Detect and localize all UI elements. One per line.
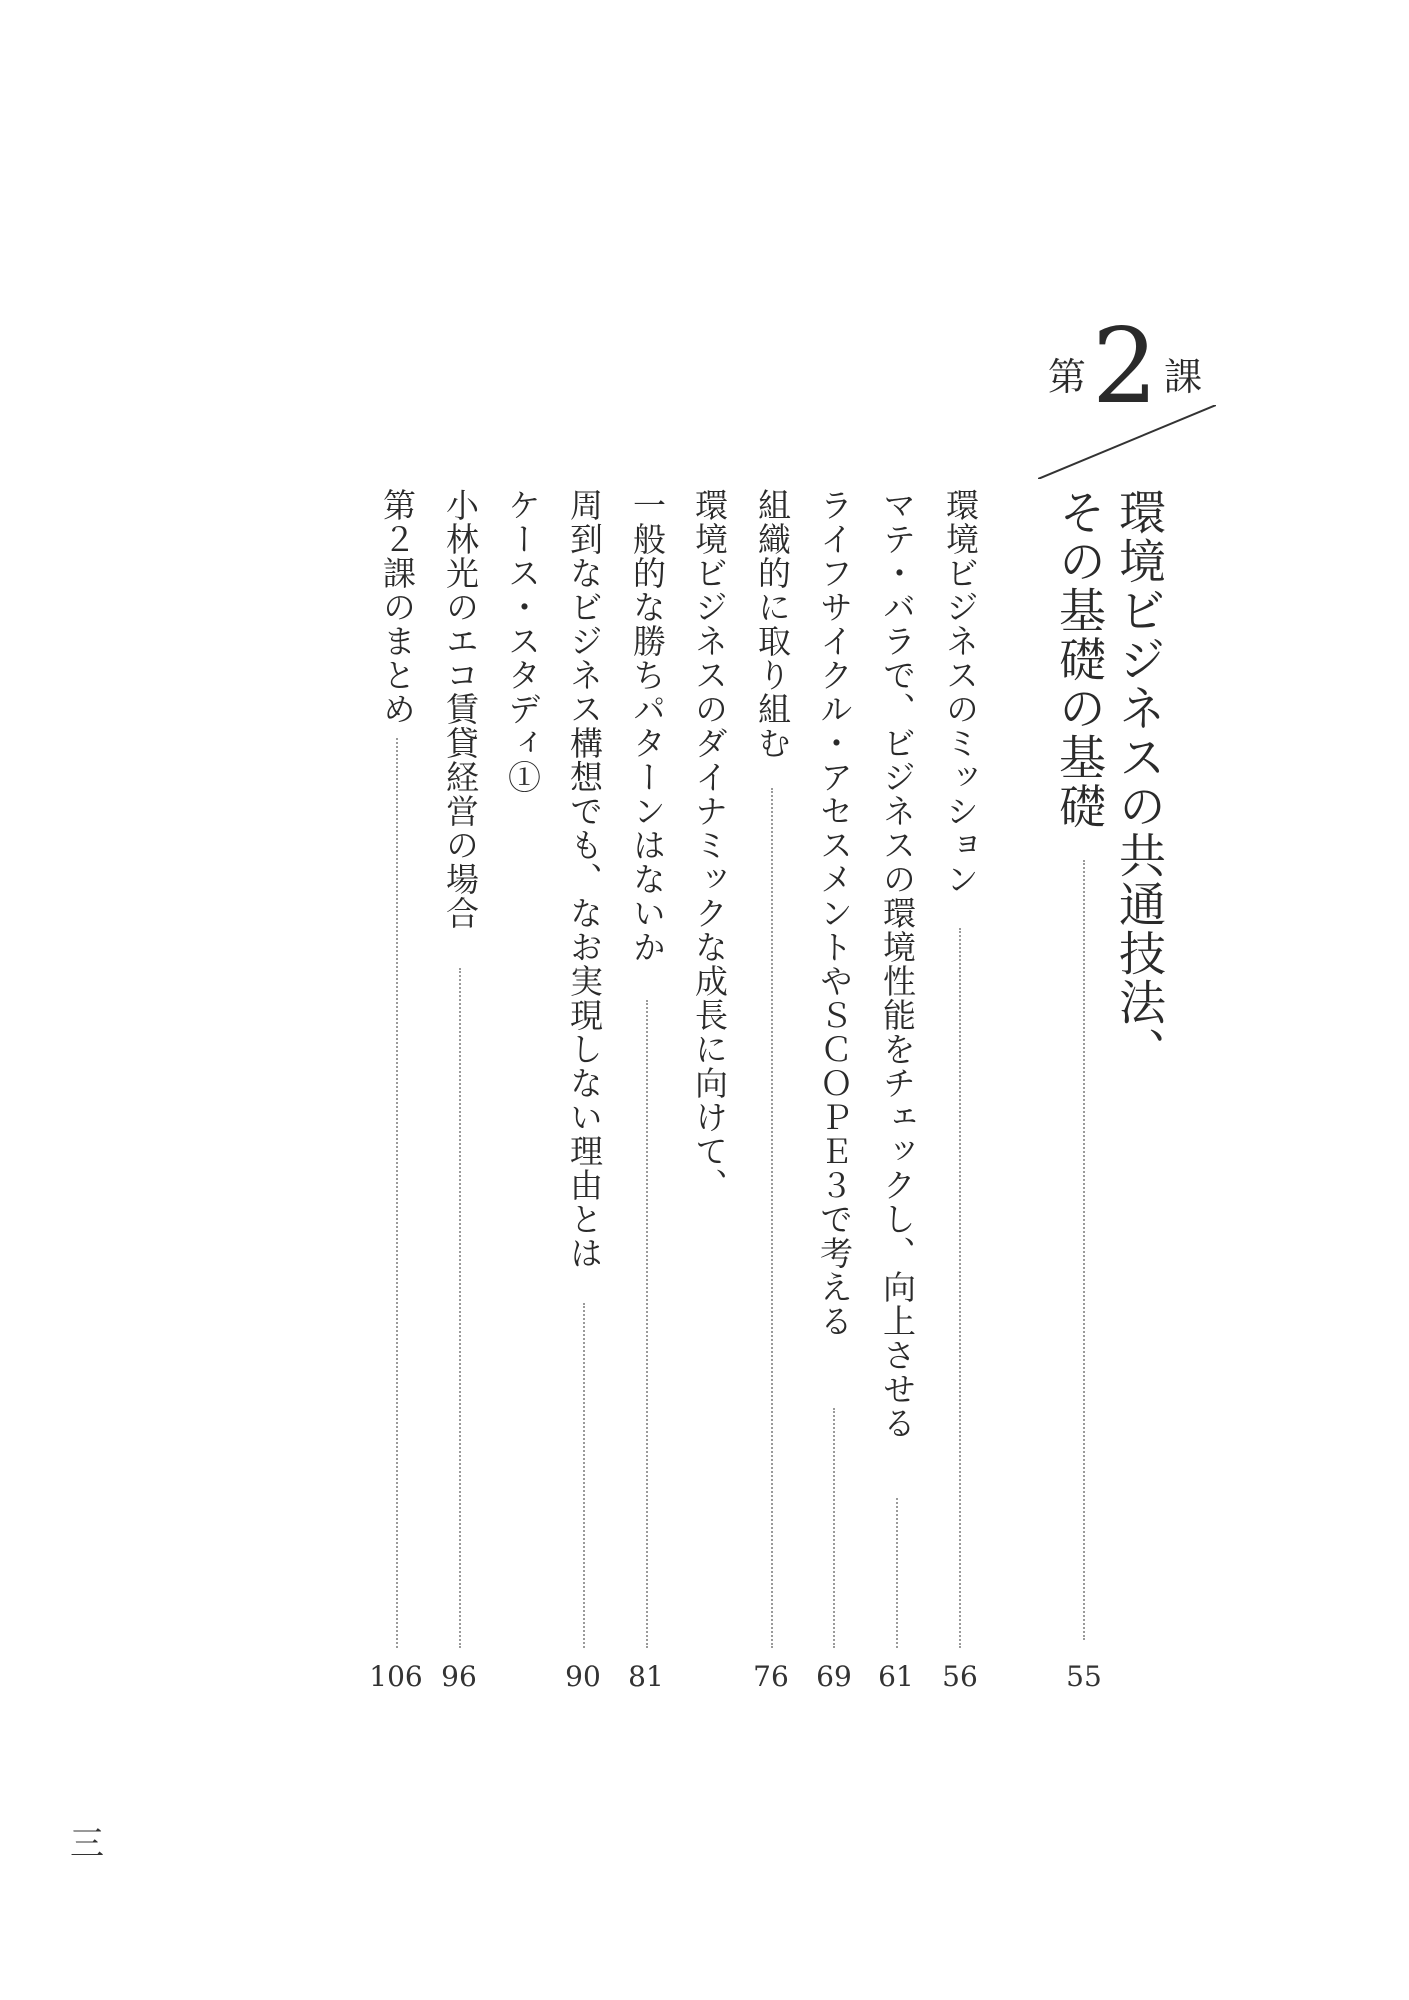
chapter-label <box>1040 305 1210 427</box>
toc-item-label-line2: 小林光のエコ賃貸経営の場合 <box>441 488 480 930</box>
chapter-divider-line <box>1038 405 1216 479</box>
toc-item-continued[interactable] <box>624 488 670 1648</box>
toc-item-page: 81 <box>628 1660 664 1693</box>
toc-item-continued[interactable] <box>437 488 483 1648</box>
chapter-prefix: 第 <box>1047 355 1086 399</box>
toc-item-page: 56 <box>942 1660 978 1693</box>
toc-item-page: 61 <box>878 1660 914 1693</box>
toc-item-label: 環境ビジネスのミッション <box>941 488 980 896</box>
toc-item[interactable] <box>686 488 732 1648</box>
toc-item-label: マテ・バラで、ビジネスの環境性能をチェックし、向上させる <box>878 488 917 1440</box>
toc-item[interactable] <box>561 488 607 1648</box>
toc-leader <box>396 738 398 1648</box>
toc-item[interactable] <box>937 488 983 1648</box>
toc-item-label-line1: 環境ビジネスのダイナミックな成長に向けて、 <box>690 488 729 1202</box>
toc-leader <box>833 1408 835 1648</box>
toc-leader <box>646 1000 648 1648</box>
chapter-number: 2 <box>1091 305 1159 427</box>
page-folio: 三 <box>70 1824 104 1864</box>
toc-item-page: 76 <box>753 1660 789 1693</box>
toc-item[interactable] <box>749 488 795 1648</box>
toc-item-page: 69 <box>816 1660 852 1693</box>
toc-item-page: 90 <box>565 1660 601 1693</box>
chapter-title-page: 55 <box>1066 1660 1102 1693</box>
toc-leader <box>896 1498 898 1648</box>
toc-item[interactable] <box>874 488 920 1648</box>
toc-item[interactable] <box>374 488 420 1648</box>
toc-item-label: 周到なビジネス構想でも、なお実現しない理由とは <box>565 488 604 1270</box>
chapter-title-line2: その基礎の基礎 <box>1051 488 1106 831</box>
toc-item-page: 96 <box>441 1660 477 1693</box>
toc-item-label-line2: 一般的な勝ちパターンはないか <box>628 488 667 964</box>
toc-leader <box>959 928 961 1648</box>
toc-leader <box>459 968 461 1648</box>
chapter-suffix: 課 <box>1164 355 1203 399</box>
toc-leader <box>771 788 773 1648</box>
toc-item-label-line1: ケース・スタディ① <box>503 488 542 794</box>
chapter-title-line1: 環境ビジネスの共通技法、 <box>1111 488 1166 1076</box>
toc-leader <box>583 1303 585 1648</box>
toc-item-page: 106 <box>369 1660 423 1693</box>
chapter-title-leader <box>1083 860 1085 1640</box>
toc-item-label: ライフサイクル・アセスメントやＳＣＯＰＥ３で考える <box>815 488 854 1338</box>
chapter-title <box>1050 488 1170 1076</box>
toc-item[interactable] <box>811 488 857 1648</box>
toc-item-label: 組織的に取り組む <box>753 488 792 760</box>
toc-item[interactable] <box>499 488 545 1648</box>
toc-item-label: 第２課のまとめ <box>378 488 417 726</box>
